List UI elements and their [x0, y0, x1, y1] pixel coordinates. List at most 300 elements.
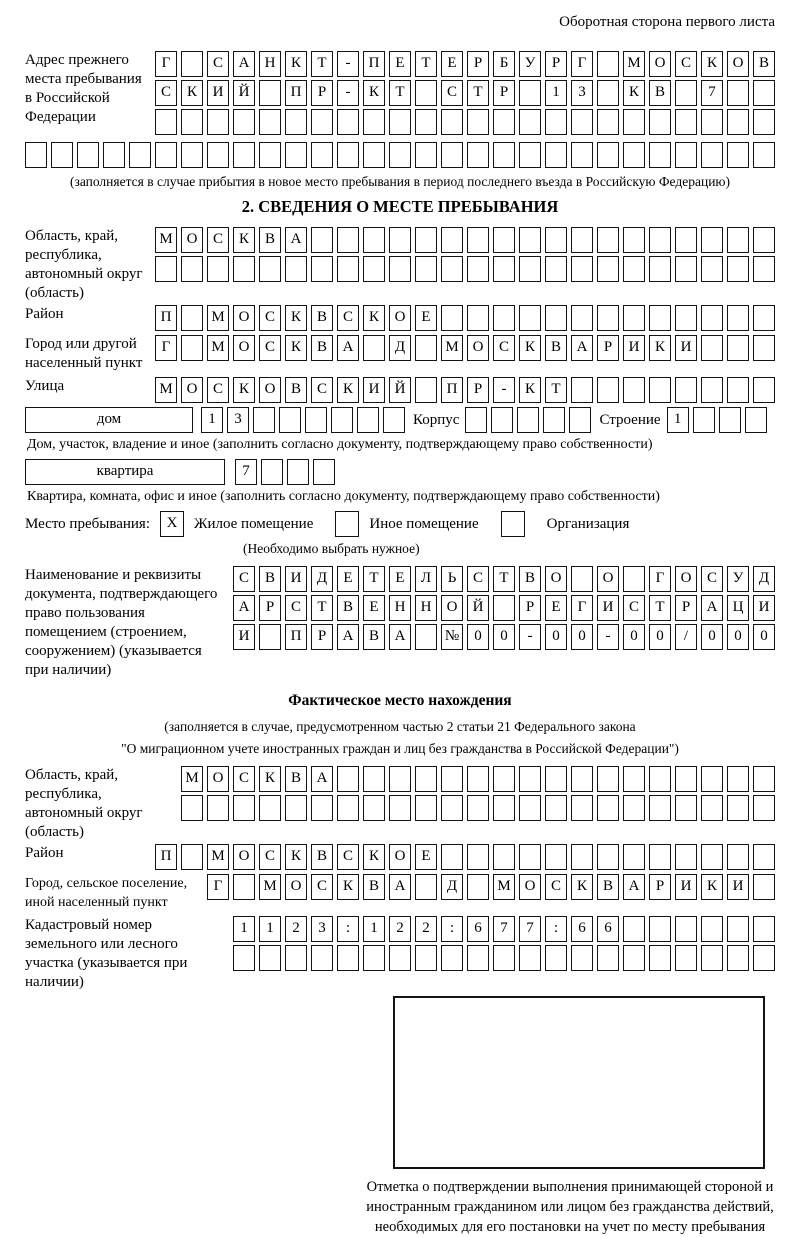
char-cell[interactable] [363, 795, 385, 821]
char-cell[interactable] [727, 766, 749, 792]
char-cell[interactable]: А [571, 335, 593, 361]
char-cell[interactable] [493, 256, 515, 282]
char-cell[interactable]: Т [649, 595, 671, 621]
char-cell[interactable]: Н [415, 595, 437, 621]
char-cell[interactable]: С [311, 874, 333, 900]
char-cell[interactable]: Б [493, 51, 515, 77]
char-cell[interactable]: С [467, 566, 489, 592]
char-cell[interactable] [753, 377, 775, 403]
char-cell[interactable] [493, 795, 515, 821]
char-cell[interactable] [727, 227, 749, 253]
char-cell[interactable]: О [389, 305, 411, 331]
char-cell[interactable]: О [441, 595, 463, 621]
char-cell[interactable]: : [441, 916, 463, 942]
char-cell[interactable] [519, 109, 541, 135]
char-cell[interactable]: С [311, 377, 333, 403]
char-cell[interactable] [571, 227, 593, 253]
char-cell[interactable] [285, 795, 307, 821]
char-cell[interactable]: Р [649, 874, 671, 900]
char-cell[interactable] [467, 766, 489, 792]
char-cell[interactable]: О [207, 766, 229, 792]
char-cell[interactable] [701, 335, 723, 361]
char-cell[interactable] [623, 566, 645, 592]
char-cell[interactable]: К [181, 80, 203, 106]
char-cell[interactable] [675, 305, 697, 331]
char-cell[interactable]: А [701, 595, 723, 621]
char-cell[interactable] [441, 766, 463, 792]
char-cell[interactable] [493, 945, 515, 971]
char-cell[interactable]: Р [545, 51, 567, 77]
char-cell[interactable] [545, 305, 567, 331]
char-cell[interactable] [493, 305, 515, 331]
char-cell[interactable] [467, 945, 489, 971]
char-cell[interactable] [569, 407, 591, 433]
char-cell[interactable]: 1 [363, 916, 385, 942]
char-cell[interactable] [305, 407, 327, 433]
char-cell[interactable] [337, 945, 359, 971]
char-cell[interactable] [571, 142, 593, 168]
char-cell[interactable]: К [519, 377, 541, 403]
char-cell[interactable]: К [285, 305, 307, 331]
char-cell[interactable]: П [285, 624, 307, 650]
char-cell[interactable]: С [493, 335, 515, 361]
char-cell[interactable]: Т [467, 80, 489, 106]
char-cell[interactable] [649, 142, 671, 168]
char-cell[interactable]: 0 [701, 624, 723, 650]
char-cell[interactable] [207, 795, 229, 821]
char-cell[interactable]: А [337, 624, 359, 650]
char-cell[interactable]: О [233, 844, 255, 870]
char-cell[interactable] [415, 624, 437, 650]
char-cell[interactable] [181, 142, 203, 168]
char-cell[interactable] [519, 945, 541, 971]
char-cell[interactable]: 2 [285, 916, 307, 942]
char-cell[interactable] [337, 766, 359, 792]
char-cell[interactable]: Т [363, 566, 385, 592]
char-cell[interactable]: О [519, 874, 541, 900]
char-cell[interactable]: Т [415, 51, 437, 77]
char-cell[interactable]: С [337, 305, 359, 331]
char-cell[interactable] [77, 142, 99, 168]
char-cell[interactable]: И [727, 874, 749, 900]
char-cell[interactable]: С [259, 844, 281, 870]
char-cell[interactable] [415, 335, 437, 361]
char-cell[interactable] [491, 407, 513, 433]
char-cell[interactable] [623, 945, 645, 971]
char-cell[interactable]: Г [571, 51, 593, 77]
char-cell[interactable]: П [155, 844, 177, 870]
char-cell[interactable]: Г [155, 335, 177, 361]
char-cell[interactable] [389, 256, 411, 282]
char-cell[interactable]: 0 [649, 624, 671, 650]
char-cell[interactable] [415, 945, 437, 971]
char-cell[interactable] [181, 335, 203, 361]
char-cell[interactable]: С [337, 844, 359, 870]
char-cell[interactable]: М [623, 51, 645, 77]
char-cell[interactable]: Й [467, 595, 489, 621]
char-cell[interactable] [597, 256, 619, 282]
char-cell[interactable] [467, 256, 489, 282]
char-cell[interactable] [701, 916, 723, 942]
char-cell[interactable] [623, 305, 645, 331]
char-cell[interactable] [649, 305, 671, 331]
char-cell[interactable]: Д [389, 335, 411, 361]
char-cell[interactable]: В [363, 874, 385, 900]
char-cell[interactable]: А [623, 874, 645, 900]
char-cell[interactable] [649, 916, 671, 942]
char-cell[interactable]: К [701, 51, 723, 77]
char-cell[interactable] [727, 945, 749, 971]
char-cell[interactable]: А [311, 766, 333, 792]
char-cell[interactable]: Н [259, 51, 281, 77]
char-cell[interactable] [545, 766, 567, 792]
char-cell[interactable] [181, 305, 203, 331]
char-cell[interactable]: К [571, 874, 593, 900]
char-cell[interactable] [571, 256, 593, 282]
char-cell[interactable] [181, 256, 203, 282]
char-cell[interactable] [331, 407, 353, 433]
char-cell[interactable] [285, 256, 307, 282]
char-cell[interactable]: К [337, 874, 359, 900]
char-cell[interactable] [597, 766, 619, 792]
char-cell[interactable]: / [675, 624, 697, 650]
char-cell[interactable]: 3 [311, 916, 333, 942]
char-cell[interactable] [103, 142, 125, 168]
char-cell[interactable]: В [597, 874, 619, 900]
char-cell[interactable] [25, 142, 47, 168]
char-cell[interactable]: В [259, 566, 281, 592]
char-cell[interactable]: У [727, 566, 749, 592]
char-cell[interactable] [389, 142, 411, 168]
char-cell[interactable] [233, 109, 255, 135]
char-cell[interactable] [753, 874, 775, 900]
char-cell[interactable] [467, 844, 489, 870]
char-cell[interactable] [623, 916, 645, 942]
char-cell[interactable] [311, 945, 333, 971]
char-cell[interactable] [285, 142, 307, 168]
char-cell[interactable]: Й [389, 377, 411, 403]
char-cell[interactable] [129, 142, 151, 168]
char-cell[interactable] [753, 844, 775, 870]
char-cell[interactable] [519, 142, 541, 168]
char-cell[interactable]: И [363, 377, 385, 403]
char-cell[interactable] [571, 844, 593, 870]
char-cell[interactable] [545, 109, 567, 135]
char-cell[interactable] [571, 766, 593, 792]
char-cell[interactable] [701, 142, 723, 168]
char-cell[interactable] [155, 256, 177, 282]
char-cell[interactable] [701, 256, 723, 282]
char-cell[interactable] [363, 109, 385, 135]
char-cell[interactable]: Ь [441, 566, 463, 592]
char-cell[interactable] [389, 227, 411, 253]
char-cell[interactable] [545, 227, 567, 253]
char-cell[interactable]: - [337, 51, 359, 77]
char-cell[interactable]: В [649, 80, 671, 106]
char-cell[interactable]: Г [155, 51, 177, 77]
char-cell[interactable] [753, 795, 775, 821]
char-cell[interactable]: - [337, 80, 359, 106]
char-cell[interactable] [155, 109, 177, 135]
char-cell[interactable] [465, 407, 487, 433]
char-cell[interactable] [597, 305, 619, 331]
char-cell[interactable] [745, 407, 767, 433]
char-cell[interactable]: А [389, 874, 411, 900]
char-cell[interactable]: В [363, 624, 385, 650]
char-cell[interactable] [701, 795, 723, 821]
char-cell[interactable] [363, 256, 385, 282]
char-cell[interactable] [261, 459, 283, 485]
char-cell[interactable]: Г [649, 566, 671, 592]
char-cell[interactable]: М [207, 335, 229, 361]
char-cell[interactable]: 3 [571, 80, 593, 106]
char-cell[interactable]: К [285, 51, 307, 77]
char-cell[interactable] [675, 256, 697, 282]
char-cell[interactable]: И [675, 335, 697, 361]
char-cell[interactable]: В [259, 227, 281, 253]
char-cell[interactable] [701, 109, 723, 135]
char-cell[interactable] [441, 109, 463, 135]
char-cell[interactable]: 1 [259, 916, 281, 942]
char-cell[interactable] [493, 844, 515, 870]
char-cell[interactable] [623, 227, 645, 253]
char-cell[interactable]: О [181, 227, 203, 253]
char-cell[interactable]: П [285, 80, 307, 106]
char-cell[interactable] [597, 377, 619, 403]
char-cell[interactable] [313, 459, 335, 485]
char-cell[interactable] [649, 227, 671, 253]
char-cell[interactable] [363, 945, 385, 971]
char-cell[interactable] [753, 335, 775, 361]
char-cell[interactable]: К [701, 874, 723, 900]
char-cell[interactable] [259, 624, 281, 650]
char-cell[interactable]: В [311, 335, 333, 361]
char-cell[interactable]: Е [337, 566, 359, 592]
char-cell[interactable]: Е [441, 51, 463, 77]
char-cell[interactable] [441, 227, 463, 253]
char-cell[interactable]: Т [389, 80, 411, 106]
char-cell[interactable] [719, 407, 741, 433]
char-cell[interactable] [701, 766, 723, 792]
char-cell[interactable] [649, 844, 671, 870]
char-cell[interactable]: Т [311, 51, 333, 77]
char-cell[interactable]: 3 [227, 407, 249, 433]
char-cell[interactable]: Л [415, 566, 437, 592]
char-cell[interactable] [623, 766, 645, 792]
char-cell[interactable]: С [155, 80, 177, 106]
char-cell[interactable] [675, 795, 697, 821]
char-cell[interactable]: Р [467, 51, 489, 77]
char-cell[interactable]: Ц [727, 595, 749, 621]
char-cell[interactable] [467, 795, 489, 821]
char-cell[interactable]: С [207, 227, 229, 253]
char-cell[interactable]: П [155, 305, 177, 331]
char-cell[interactable] [233, 256, 255, 282]
char-cell[interactable] [623, 142, 645, 168]
char-cell[interactable] [181, 51, 203, 77]
char-cell[interactable] [207, 109, 229, 135]
char-cell[interactable] [675, 80, 697, 106]
char-cell[interactable] [155, 142, 177, 168]
char-cell[interactable] [753, 142, 775, 168]
char-cell[interactable]: С [259, 335, 281, 361]
char-cell[interactable]: Д [311, 566, 333, 592]
char-cell[interactable] [693, 407, 715, 433]
char-cell[interactable]: Е [415, 305, 437, 331]
char-cell[interactable] [337, 109, 359, 135]
char-cell[interactable]: С [701, 566, 723, 592]
char-cell[interactable] [727, 256, 749, 282]
char-cell[interactable] [571, 109, 593, 135]
char-cell[interactable]: С [259, 305, 281, 331]
char-cell[interactable]: В [753, 51, 775, 77]
char-cell[interactable]: С [675, 51, 697, 77]
char-cell[interactable] [597, 51, 619, 77]
char-cell[interactable] [441, 795, 463, 821]
char-cell[interactable]: Р [519, 595, 541, 621]
char-cell[interactable]: А [337, 335, 359, 361]
char-cell[interactable] [649, 377, 671, 403]
char-cell[interactable]: Д [753, 566, 775, 592]
char-cell[interactable] [727, 305, 749, 331]
char-cell[interactable] [727, 335, 749, 361]
char-cell[interactable]: Т [545, 377, 567, 403]
char-cell[interactable] [389, 109, 411, 135]
char-cell[interactable]: К [363, 80, 385, 106]
char-cell[interactable] [311, 109, 333, 135]
char-cell[interactable] [701, 305, 723, 331]
char-cell[interactable] [363, 142, 385, 168]
char-cell[interactable]: С [207, 377, 229, 403]
char-cell[interactable] [753, 305, 775, 331]
char-cell[interactable]: И [597, 595, 619, 621]
char-cell[interactable]: К [649, 335, 671, 361]
char-cell[interactable]: 0 [493, 624, 515, 650]
char-cell[interactable] [727, 377, 749, 403]
char-cell[interactable] [623, 377, 645, 403]
char-cell[interactable]: О [675, 566, 697, 592]
char-cell[interactable]: А [233, 595, 255, 621]
char-cell[interactable]: П [441, 377, 463, 403]
char-cell[interactable] [753, 256, 775, 282]
char-cell[interactable] [519, 305, 541, 331]
char-cell[interactable]: А [285, 227, 307, 253]
char-cell[interactable] [311, 256, 333, 282]
char-cell[interactable]: С [545, 874, 567, 900]
char-cell[interactable] [519, 844, 541, 870]
char-cell[interactable] [753, 80, 775, 106]
char-cell[interactable]: В [285, 377, 307, 403]
char-cell[interactable] [467, 874, 489, 900]
char-cell[interactable] [51, 142, 73, 168]
char-cell[interactable] [675, 142, 697, 168]
char-cell[interactable] [623, 844, 645, 870]
char-cell[interactable]: К [337, 377, 359, 403]
char-cell[interactable]: Т [493, 566, 515, 592]
char-cell[interactable]: М [207, 305, 229, 331]
char-cell[interactable] [571, 305, 593, 331]
char-cell[interactable] [545, 844, 567, 870]
char-cell[interactable] [649, 109, 671, 135]
stamp-area-box[interactable] [393, 996, 765, 1169]
char-cell[interactable] [311, 142, 333, 168]
char-cell[interactable] [311, 795, 333, 821]
char-cell[interactable]: М [259, 874, 281, 900]
char-cell[interactable] [753, 227, 775, 253]
char-cell[interactable] [501, 511, 525, 537]
char-cell[interactable] [597, 109, 619, 135]
char-cell[interactable]: О [545, 566, 567, 592]
char-cell[interactable] [753, 766, 775, 792]
char-cell[interactable]: О [467, 335, 489, 361]
char-cell[interactable] [623, 109, 645, 135]
char-cell[interactable] [253, 407, 275, 433]
char-cell[interactable] [493, 227, 515, 253]
char-cell[interactable]: Е [389, 566, 411, 592]
char-cell[interactable] [675, 945, 697, 971]
char-cell[interactable]: И [285, 566, 307, 592]
char-cell[interactable] [441, 305, 463, 331]
char-cell[interactable] [701, 945, 723, 971]
char-cell[interactable]: К [233, 377, 255, 403]
char-cell[interactable]: 1 [667, 407, 689, 433]
char-cell[interactable]: О [649, 51, 671, 77]
char-cell[interactable]: Н [389, 595, 411, 621]
char-cell[interactable]: - [519, 624, 541, 650]
char-cell[interactable] [675, 916, 697, 942]
char-cell[interactable] [233, 795, 255, 821]
char-cell[interactable]: В [519, 566, 541, 592]
char-cell[interactable]: М [441, 335, 463, 361]
char-cell[interactable] [493, 766, 515, 792]
char-cell[interactable] [389, 795, 411, 821]
char-cell[interactable] [545, 256, 567, 282]
char-cell[interactable]: 6 [597, 916, 619, 942]
char-cell[interactable]: Р [259, 595, 281, 621]
char-cell[interactable]: У [519, 51, 541, 77]
char-cell[interactable] [571, 795, 593, 821]
char-cell[interactable] [181, 109, 203, 135]
char-cell[interactable]: Р [493, 80, 515, 106]
char-cell[interactable] [363, 335, 385, 361]
char-cell[interactable]: Р [311, 80, 333, 106]
char-cell[interactable]: Р [597, 335, 619, 361]
char-cell[interactable] [259, 256, 281, 282]
char-cell[interactable]: Т [311, 595, 333, 621]
char-cell[interactable] [571, 945, 593, 971]
char-cell[interactable]: К [519, 335, 541, 361]
char-cell[interactable] [259, 80, 281, 106]
char-cell[interactable] [519, 766, 541, 792]
char-cell[interactable]: О [285, 874, 307, 900]
char-cell[interactable]: О [389, 844, 411, 870]
char-cell[interactable] [181, 795, 203, 821]
char-cell[interactable]: Е [545, 595, 567, 621]
char-cell[interactable]: И [753, 595, 775, 621]
char-cell[interactable] [753, 916, 775, 942]
char-cell[interactable] [337, 227, 359, 253]
char-cell[interactable] [441, 844, 463, 870]
char-cell[interactable]: В [285, 766, 307, 792]
char-cell[interactable]: О [233, 305, 255, 331]
char-cell[interactable]: Е [415, 844, 437, 870]
char-cell[interactable] [701, 377, 723, 403]
char-cell[interactable] [675, 766, 697, 792]
char-cell[interactable]: О [233, 335, 255, 361]
char-cell[interactable]: 6 [467, 916, 489, 942]
char-cell[interactable] [649, 945, 671, 971]
char-cell[interactable] [675, 377, 697, 403]
